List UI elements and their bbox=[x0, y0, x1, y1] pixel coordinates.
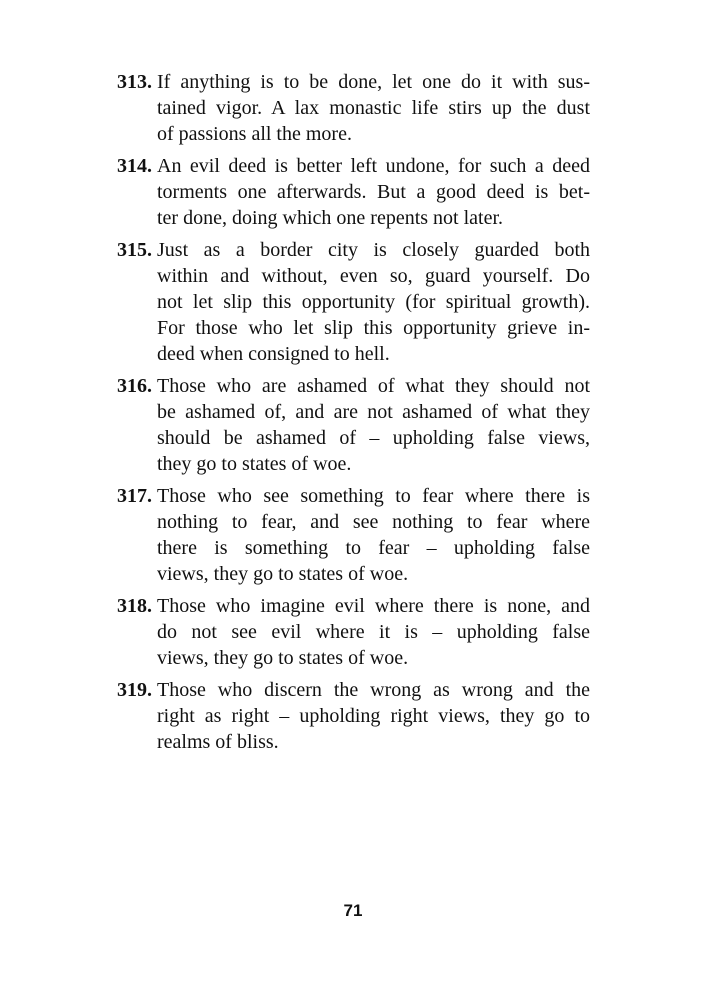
verse-line: Those who discern the wrong as wrong and the bbox=[157, 679, 590, 701]
verse-line: be ashamed of, and are not ashamed of what they bbox=[157, 401, 590, 423]
verse-line: tained vigor. A lax monastic life stirs up the dust bbox=[157, 97, 590, 119]
verse-number: 319. bbox=[117, 679, 152, 701]
verse-319 bbox=[117, 677, 590, 755]
verse-line: should be ashamed of – upholding false views, bbox=[157, 427, 590, 449]
verse-number: 317. bbox=[117, 485, 152, 507]
verse-313 bbox=[117, 69, 590, 147]
verse-line: Those who see something to fear where there is bbox=[157, 485, 590, 507]
verse-line: Those who are ashamed of what they should not bbox=[157, 375, 590, 397]
verse-number: 318. bbox=[117, 595, 152, 617]
verse-line: If anything is to be done, let one do it with sus- bbox=[157, 71, 590, 93]
verse-number: 314. bbox=[117, 155, 152, 177]
verse-number: 313. bbox=[117, 71, 152, 93]
verse-line: views, they go to states of woe. bbox=[157, 647, 409, 669]
verse-line: realms of bliss. bbox=[157, 731, 279, 753]
verse-317 bbox=[117, 483, 590, 587]
page-number: 71 bbox=[343, 901, 363, 920]
verse-315 bbox=[117, 237, 590, 367]
verse-line: Just as a border city is closely guarded both bbox=[157, 239, 590, 261]
verse-line: Those who imagine evil where there is none, and bbox=[157, 595, 590, 617]
verse-line: views, they go to states of woe. bbox=[157, 563, 409, 585]
verse-line: there is something to fear – upholding false bbox=[157, 537, 590, 559]
verse-line: For those who let slip this opportunity grieve in- bbox=[157, 317, 590, 339]
verse-line: do not see evil where it is – upholding false bbox=[157, 621, 590, 643]
verse-318 bbox=[117, 593, 590, 671]
verse-line: torments one afterwards. But a good deed is bet- bbox=[157, 181, 590, 203]
verse-number: 316. bbox=[117, 375, 152, 397]
verse-line: deed when consigned to hell. bbox=[157, 343, 390, 365]
verse-line: An evil deed is better left undone, for such a deed bbox=[157, 155, 590, 177]
verse-number: 315. bbox=[117, 239, 152, 261]
verse-line: of passions all the more. bbox=[157, 123, 352, 145]
verses-block bbox=[117, 69, 590, 761]
verse-line: nothing to fear, and see nothing to fear where bbox=[157, 511, 590, 533]
verse-line: they go to states of woe. bbox=[157, 453, 352, 475]
verse-line: within and without, even so, guard yourself. Do bbox=[157, 265, 590, 287]
verse-line: right as right – upholding right views, they go to bbox=[157, 705, 590, 727]
verse-314 bbox=[117, 153, 590, 231]
verse-316 bbox=[117, 373, 590, 477]
verse-line: not let slip this opportunity (for spiritual growth). bbox=[157, 291, 590, 313]
verse-line: ter done, doing which one repents not later. bbox=[157, 207, 504, 229]
